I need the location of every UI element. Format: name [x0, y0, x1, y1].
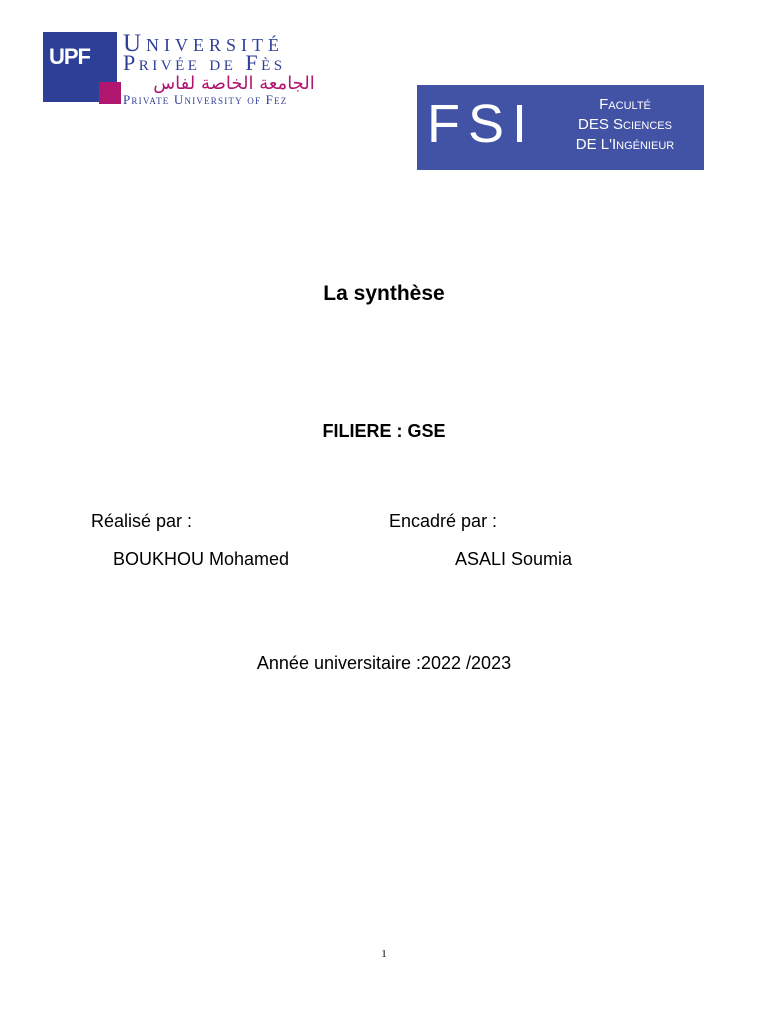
- fsi-logo-line1: Faculté: [599, 96, 651, 113]
- supervisor-name: ASALI Soumia: [455, 549, 573, 569]
- upf-logo-universite: Université: [123, 30, 285, 57]
- encadre-par-label: Encadré par :: [389, 511, 498, 531]
- filiere-heading: FILIERE : GSE: [322, 421, 446, 441]
- fsi-logo-text: [555, 95, 695, 155]
- upf-logo-english-name: Private University of Fez: [123, 92, 288, 107]
- fsi-logo: [417, 85, 704, 170]
- upf-logo-accent-square: [99, 82, 121, 104]
- student-name: BOUKHOU Mohamed: [113, 549, 290, 569]
- academic-year: Année universitaire :2022 /2023: [256, 653, 512, 673]
- upf-logo-privee-de-fes: Privée de Fès: [123, 50, 286, 75]
- fsi-logo-line3: DE L'Ingénieur: [575, 136, 675, 153]
- fsi-logo-line2: DES Sciences: [578, 116, 672, 133]
- upf-logo: [43, 32, 347, 106]
- realise-par-label: Réalisé par :: [91, 511, 193, 531]
- upf-logo-box-text: UPF: [49, 44, 90, 69]
- page-number: 1: [381, 948, 387, 960]
- fsi-logo-mark: FSI: [427, 94, 536, 154]
- document-title: La synthèse: [323, 282, 445, 305]
- upf-logo-arabic-name: الجامعة الخاصة لفاس: [153, 73, 315, 94]
